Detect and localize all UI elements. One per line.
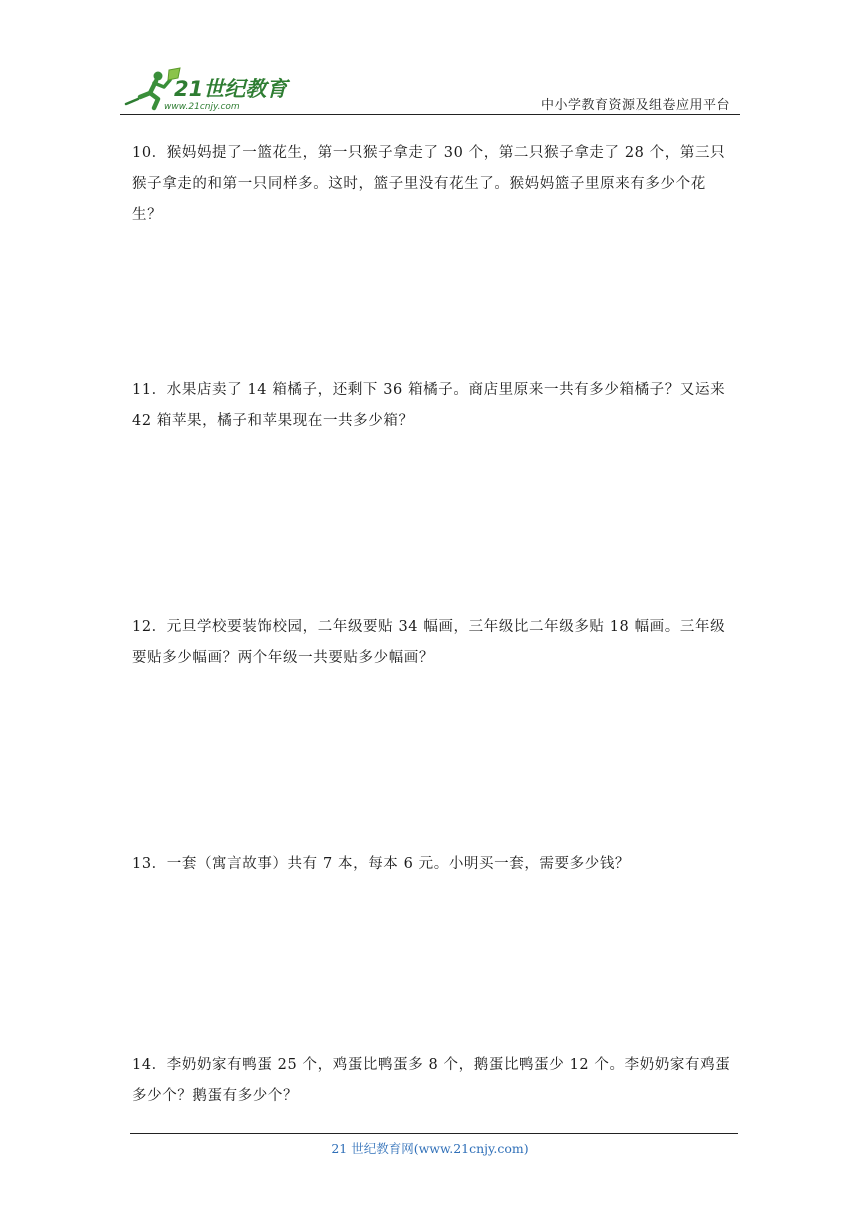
- brand-logo: [120, 66, 300, 112]
- footer-divider: [130, 1133, 738, 1134]
- logo-brand-text: 21世纪教育: [174, 77, 288, 101]
- header-divider: [120, 114, 740, 115]
- running-figure-logo-icon: [120, 66, 300, 112]
- footer-site-link[interactable]: 21 世纪教育网(www.21cnjy.com): [331, 1141, 529, 1156]
- question-13: 13．一套（寓言故事）共有 7 本，每本 6 元。小明买一套，需要多少钱？: [132, 856, 631, 872]
- question-11: 11．水果店卖了 14 箱橘子，还剩下 36 箱橘子。商店里原来一共有多少箱橘子？又运来 42 箱苹果，橘子和苹果现在一共多少箱？: [132, 382, 726, 429]
- logo-url-text: www.21cnjy.com: [164, 102, 240, 112]
- question-14: 14．李奶奶家有鸭蛋 25 个，鸡蛋比鸭蛋多 8 个，鹅蛋比鸭蛋少 12 个。李奶奶家有鸡蛋多少个？鹅蛋有多少个？: [132, 1057, 731, 1104]
- platform-label: 中小学教育资源及组卷应用平台: [540, 98, 730, 113]
- question-12: 12．元旦学校要装饰校园，二年级要贴 34 幅画，三年级比二年级多贴 18 幅画。三年级要贴多少幅画？两个年级一共要贴多少幅画？: [132, 619, 726, 666]
- page-header: [120, 66, 740, 116]
- question-10: 10．猴妈妈提了一篮花生，第一只猴子拿走了 30 个，第二只猴子拿走了 28 个，第三只猴子拿走的和第一只同样多。这时，篮子里没有花生了。猴妈妈篮子里原来有多少个花生？: [132, 145, 726, 223]
